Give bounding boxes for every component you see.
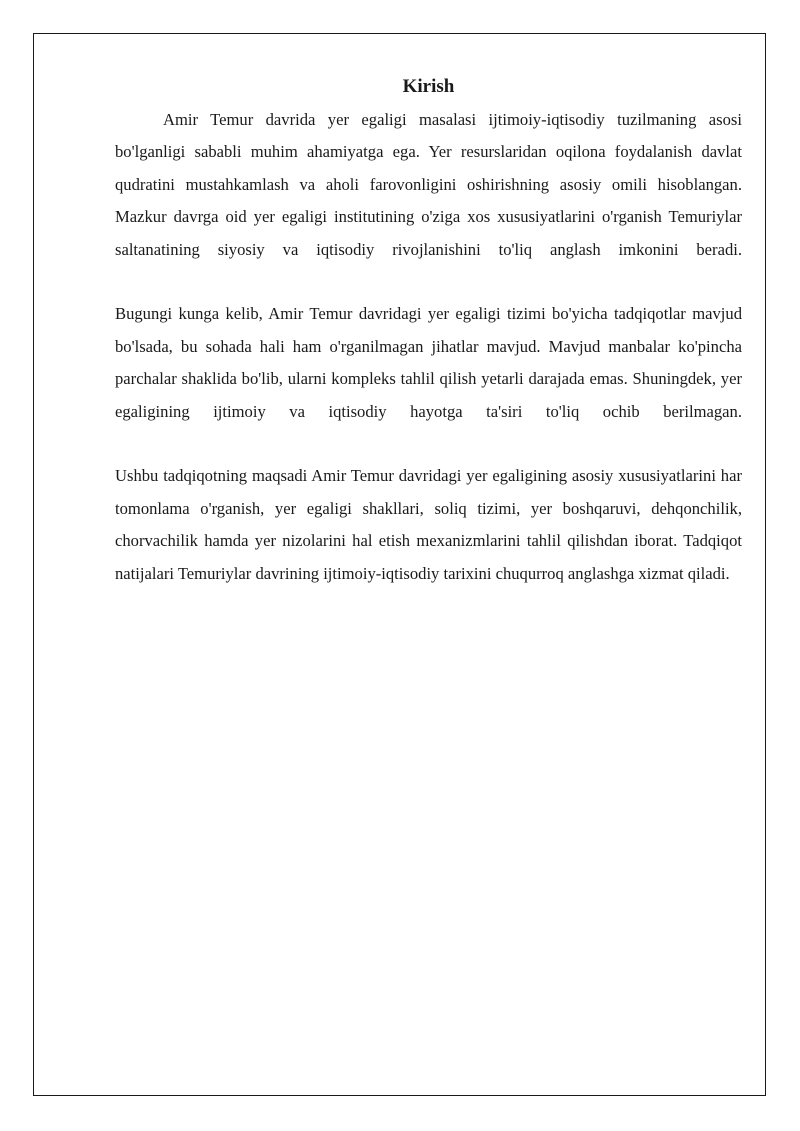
paragraph-intro: Amir Temur davrida yer egaligi masalasi ijtimoiy-iqtisodiy tuzilmaning asosi bo'lganligi sababli muhim ahamiyatga ega. Yer resurslaridan oqilona foydalanish davlat qudratini mustahkamlash va aholi farovonligini oshirishning asosiy omili hisoblangan. Mazkur davrga oid yer egaligi institutining o'ziga xos xususiyatlarini o'rganish Temuriylar saltanatining siyosiy va iqtisodiy rivojlanishini to'liq anglash imkonini beradi. bbox=[115, 110, 742, 259]
document-title: Kirish bbox=[402, 76, 455, 97]
document-body bbox=[115, 74, 742, 622]
paragraph-research-goal: Ushbu tadqiqotning maqsadi Amir Temur davridagi yer egaligining asosiy xususiyatlarini har tomonlama o'rganish, yer egaligi shakllari, soliq tizimi, yer boshqaruvi, dehqonchilik, chorvachilik hamda yer nizolarini hal etish mexanizmlarini tahlil qilishdan iborat. Tadqiqot natijalari Temuriylar davrining ijtimoiy-iqtisodiy tarixini chuqurroq anglashga xizmat qiladi. bbox=[115, 466, 742, 583]
paragraph-research-status: Bugungi kunga kelib, Amir Temur davridagi yer egaligi tizimi bo'yicha tadqiqotlar mavjud bo'lsada, bu sohada hali ham o'rganilmagan jihatlar mavjud. Mavjud manbalar ko'pincha parchalar shaklida bo'lib, ularni kompleks tahlil qilish yetarli darajada emas. Shuningdek, yer egaligining ijtimoiy va iqtisodiy hayotga ta'siri to'liq ochib berilmagan. bbox=[115, 304, 742, 421]
